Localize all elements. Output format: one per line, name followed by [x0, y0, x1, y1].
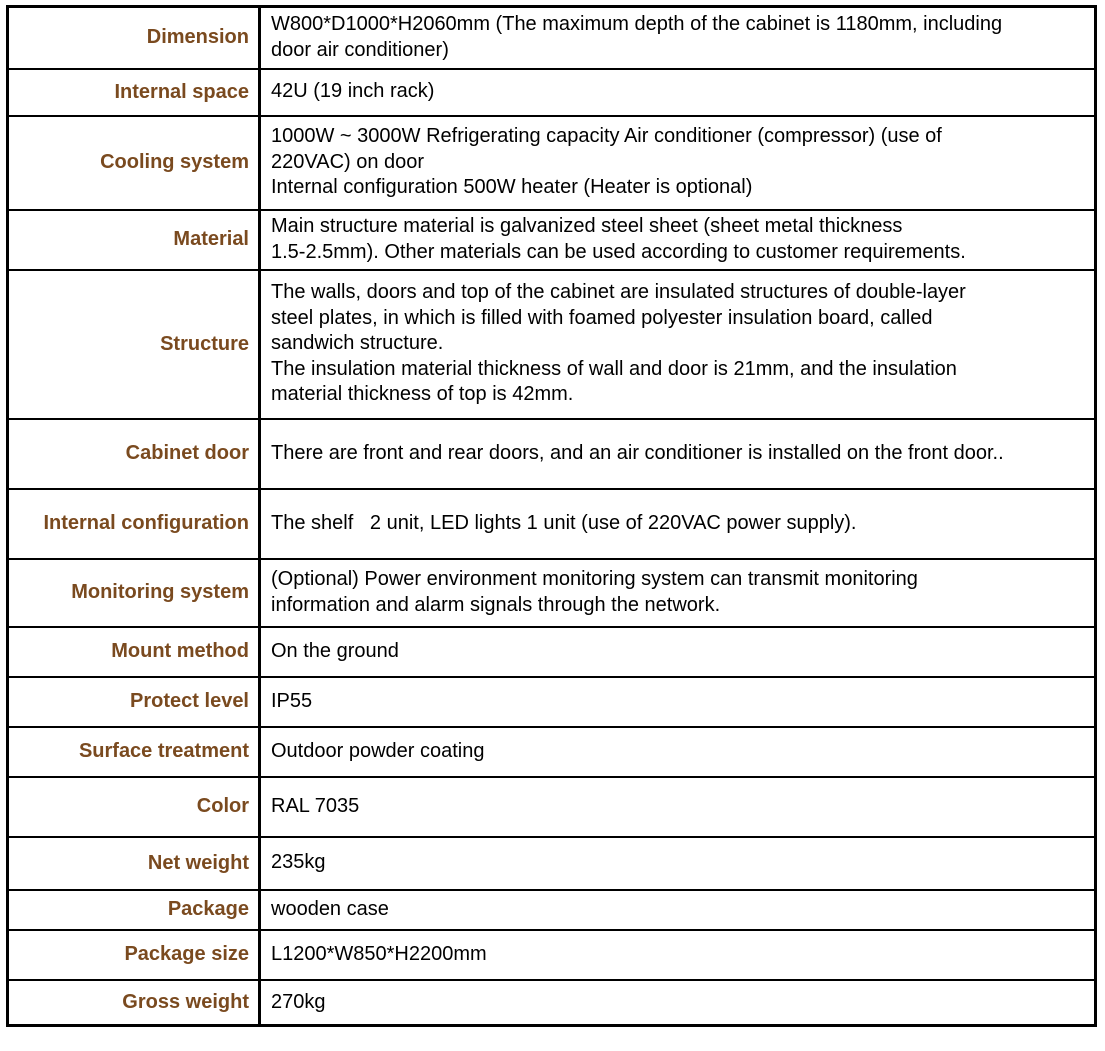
- spec-value: [260, 890, 1096, 930]
- spec-value-line: 235kg: [271, 851, 326, 874]
- spec-value-line: 220VAC) on door: [271, 150, 425, 173]
- spec-value: [260, 69, 1096, 116]
- spec-row-cabinet-door: [8, 419, 1096, 489]
- spec-row-internal-space: [8, 69, 1096, 116]
- spec-label: Protect level: [8, 677, 260, 727]
- spec-value: [260, 837, 1096, 890]
- spec-row-structure: [8, 270, 1096, 419]
- spec-value-line: IP55: [271, 689, 313, 712]
- spec-value: [260, 727, 1096, 777]
- spec-row-package: [8, 890, 1096, 930]
- spec-value: [260, 210, 1096, 270]
- spec-value: [260, 559, 1096, 627]
- spec-label: Monitoring system: [8, 559, 260, 627]
- spec-value-line: W800*D1000*H2060mm (The maximum depth of the cabinet is 1180mm, including: [271, 13, 1003, 36]
- spec-row-monitoring-system: [8, 559, 1096, 627]
- spec-label: Cabinet door: [8, 419, 260, 489]
- spec-label: Surface treatment: [8, 727, 260, 777]
- spec-value-line: Outdoor powder coating: [271, 739, 485, 762]
- spec-value-line: material thickness of top is 42mm.: [271, 383, 574, 406]
- spec-label: Package size: [8, 930, 260, 980]
- spec-value-line: The walls, doors and top of the cabinet are insulated structures of double-layer: [271, 281, 966, 304]
- spec-value: [260, 627, 1096, 677]
- spec-label: Net weight: [8, 837, 260, 890]
- spec-row-dimension: [8, 7, 1096, 69]
- spec-label: Package: [8, 890, 260, 930]
- spec-label: Cooling system: [8, 116, 260, 210]
- spec-value-line: 270kg: [271, 990, 326, 1013]
- spec-value-line: (Optional) Power environment monitoring system can transmit monitoring: [271, 568, 918, 590]
- spec-value-line: L1200*W850*H2200mm: [271, 942, 487, 965]
- spec-value: [260, 930, 1096, 980]
- spec-row-mount-method: [8, 627, 1096, 677]
- spec-value: [260, 419, 1096, 489]
- spec-value-line: 1.5-2.5mm). Other materials can be used according to customer requirements.: [271, 240, 966, 263]
- spec-value-line: RAL 7035: [271, 794, 360, 817]
- spec-label: Mount method: [8, 627, 260, 677]
- spec-row-gross-weight: [8, 980, 1096, 1026]
- spec-value-line: sandwich structure.: [271, 332, 444, 355]
- spec-value-line: door air conditioner): [271, 38, 449, 61]
- spec-value: [260, 116, 1096, 210]
- spec-label: Internal space: [8, 69, 260, 116]
- spec-row-internal-configuration: [8, 489, 1096, 559]
- spec-row-color: [8, 777, 1096, 837]
- spec-value-line: There are front and rear doors, and an air conditioner is installed on the front door..: [271, 441, 1004, 464]
- spec-label: Color: [8, 777, 260, 837]
- spec-row-surface-treatment: [8, 727, 1096, 777]
- spec-value: [260, 980, 1096, 1026]
- spec-value: [260, 777, 1096, 837]
- spec-table-body: [8, 7, 1096, 1026]
- spec-value: [260, 7, 1096, 69]
- spec-table: [6, 5, 1097, 1027]
- spec-value: [260, 677, 1096, 727]
- spec-row-net-weight: [8, 837, 1096, 890]
- spec-value-line: On the ground: [271, 639, 399, 662]
- spec-value-line: The shelf 2 unit, LED lights 1 unit (use of 220VAC power supply).: [271, 511, 857, 534]
- spec-value: [260, 270, 1096, 419]
- spec-label: Dimension: [8, 7, 260, 69]
- spec-value-line: Main structure material is galvanized steel sheet (sheet metal thickness: [271, 215, 903, 237]
- spec-row-material: [8, 210, 1096, 270]
- spec-value: [260, 489, 1096, 559]
- spec-value-line: information and alarm signals through the network.: [271, 593, 721, 616]
- spec-value-line: 42U (19 inch rack): [271, 80, 435, 103]
- spec-value-line: The insulation material thickness of wall and door is 21mm, and the insulation: [271, 357, 957, 380]
- spec-label: Material: [8, 210, 260, 270]
- spec-value-line: Internal configuration 500W heater (Heater is optional): [271, 176, 753, 199]
- spec-row-cooling-system: [8, 116, 1096, 210]
- spec-value-line: 1000W ~ 3000W Refrigerating capacity Air conditioner (compressor) (use of: [271, 125, 942, 148]
- spec-row-protect-level: [8, 677, 1096, 727]
- spec-label: Gross weight: [8, 980, 260, 1026]
- spec-value-line: wooden case: [271, 897, 389, 920]
- spec-label: Internal configuration: [8, 489, 260, 559]
- spec-row-package-size: [8, 930, 1096, 980]
- spec-value-line: steel plates, in which is filled with foamed polyester insulation board, called: [271, 306, 933, 329]
- spec-label: Structure: [8, 270, 260, 419]
